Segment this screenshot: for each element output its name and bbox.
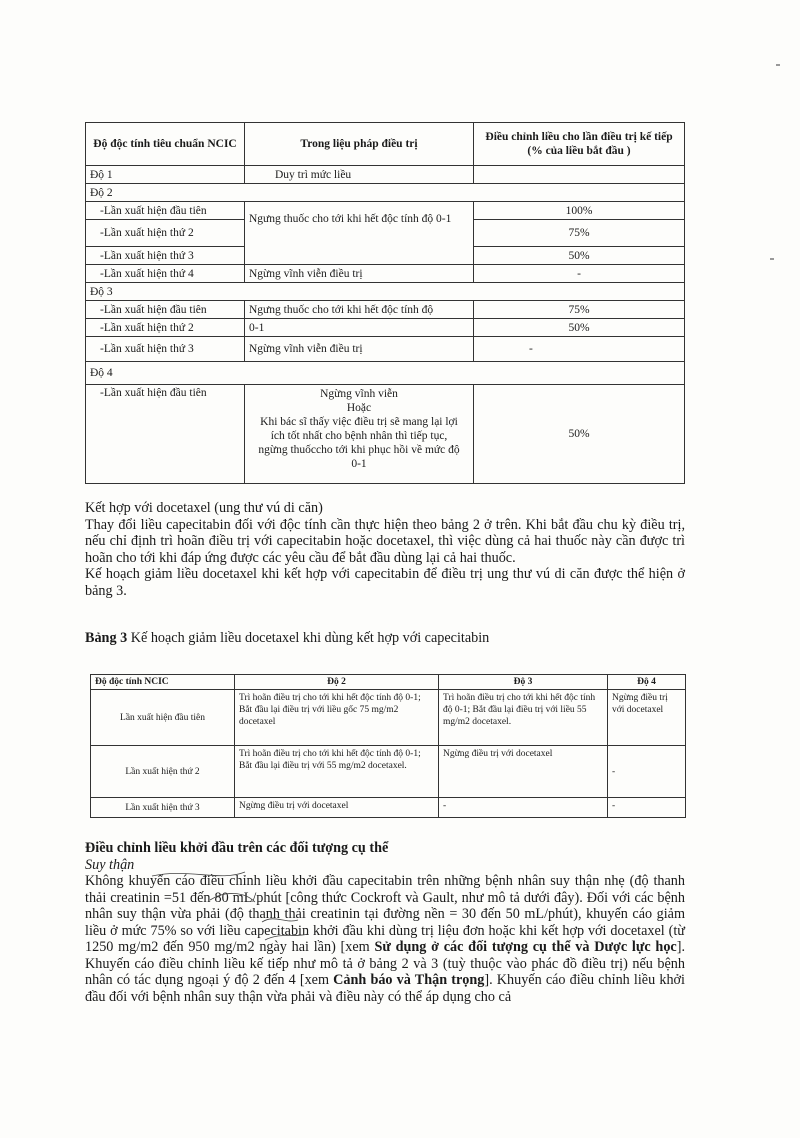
table-cell: -Lần xuất hiện thứ 3: [86, 247, 245, 265]
table-cell: -: [608, 746, 686, 798]
table-cell: Trì hoãn điều trị cho tới khi hết độc tính độ 0-1; Bắt đầu lại điều trị với 55 mg/m2 docetaxel.: [235, 746, 439, 798]
table-cell: 50%: [474, 319, 685, 337]
table-cell: -Lần xuất hiện thứ 2: [86, 220, 245, 247]
bold-ref: Cảnh báo và Thận trọng: [333, 972, 485, 988]
table-cell: -: [474, 265, 685, 283]
table-cell: Ngừng điều trị với docetaxel: [439, 746, 608, 798]
subheading: Suy thận: [85, 856, 135, 873]
table-cell: Ngưng thuốc cho tới khi hết độc tính độ: [245, 301, 474, 319]
section-heading: Điều chỉnh liều khởi đầu trên các đối tượng cụ thể: [85, 840, 389, 856]
row-label: Lần xuất hiện đầu tiên: [91, 690, 235, 746]
paragraph: Thay đổi liều capecitabin đối với độc tính cần thực hiện theo bảng 2 ở trên. Khi bắt đầu chu kỳ điều trị, nếu chỉ định trì hoãn điều trị với capecitabin hoặc docetaxel, thì việc dùng cả hai thuốc này cần được trì hoãn cho tới khi đáp ứng được các yêu cầu để bắt đầu dùng lại cả hai thuốc.: [85, 516, 685, 566]
bold-ref: Sử dụng ở các đối tượng cụ thể và Dược lực học: [374, 939, 677, 955]
table-cell: 0-1: [245, 319, 474, 337]
table-cell: -Lần xuất hiện đầu tiên: [86, 385, 245, 484]
pen-scribble: [150, 862, 770, 952]
table-cell: 75%: [474, 301, 685, 319]
grade-label: Độ 4: [86, 362, 685, 385]
scan-mark: [770, 258, 774, 260]
table-cell: 75%: [474, 220, 685, 247]
text-run: Không khuyến cáo điều chỉnh liều khởi đầu capecitabin trên những bệnh nhân suy thận nhẹ (độ thanh thải creatinin =51 đến 80 mL/phút [công thức Cockroft và Gault, như mô tả dưới đây). Đối với các bệnh nhân suy thận vừa phải (độ thanh thải creatinin tại đường nền = 30 đến 50 mL/phút), khuyến cáo giảm liều ở mức 75% so với liều capecitabin khởi đầu khi dùng trị liệu đơn hoặc khi kết hợp với docetaxel (từ 1250 mg/m2 đến 950 mg/m2 ngày hai lần) [xem: [85, 873, 685, 955]
table-cell: -: [608, 798, 686, 818]
table-cell: 50%: [474, 247, 685, 265]
therapy-line: Ngừng vĩnh viễn: [320, 388, 398, 400]
table-header: Độ độc tính tiêu chuẩn NCIC: [86, 123, 245, 166]
table-header: Độ 3: [439, 675, 608, 690]
table-cell: -Lần xuất hiện đầu tiên: [86, 202, 245, 220]
table-cell: Duy trì mức liều: [245, 166, 474, 184]
table-cell: 100%: [474, 202, 685, 220]
section-title: Kết hợp với docetaxel (ung thư vú di căn): [85, 500, 323, 516]
table-header: Độ 2: [235, 675, 439, 690]
row-label: Lần xuất hiện thứ 3: [91, 798, 235, 818]
table-cell: Trì hoãn điều trị cho tới khi hết độc tính độ 0-1; Bắt đầu lại điều trị với liều gốc 75 mg/m2 docetaxel: [235, 690, 439, 746]
therapy-line: Khi bác sĩ thấy việc điều trị sẽ mang lại lợi ích tốt nhất cho bệnh nhân thì tiếp tục, ngừng thuốccho tới khi phục hồi về mức độ 0-1: [258, 416, 460, 470]
caption-label: Bảng 3: [85, 630, 128, 646]
dose-adjustment-table: [85, 122, 685, 484]
text-run: ]. Khuyến cáo điều chỉnh liều kế tiếp như mô tả ở bảng 2 và 3 (tuỳ thuộc vào phác đồ điều trị) nếu bệnh nhân có tác dụng ngoại ý độ 2 đến 4 [xem: [85, 939, 685, 988]
table-cell: -Lần xuất hiện đầu tiên: [86, 301, 245, 319]
docetaxel-reduction-table: [90, 674, 686, 818]
table-header: Độ 4: [608, 675, 686, 690]
table-cell: Ngừng vĩnh viễn điều trị: [245, 265, 474, 283]
table-cell: -Lần xuất hiện thứ 2: [86, 319, 245, 337]
grade-label: Độ 1: [86, 166, 245, 184]
table-cell: Ngừng điều trị với docetaxel: [608, 690, 686, 746]
paragraph: Kế hoạch giảm liều docetaxel khi kết hợp với capecitabin để điều trị ung thư vú di căn được thể hiện ở bảng 3.: [85, 566, 685, 599]
table-cell: Ngừng điều trị với docetaxel: [235, 798, 439, 818]
table-cell: Trì hoãn điều trị cho tới khi hết độc tính độ 0-1; Bắt đầu lại điều trị với liều 55 mg/m2 docetaxel.: [439, 690, 608, 746]
table-cell: Ngừng vĩnh viễn điều trị: [245, 337, 474, 362]
table-cell: [474, 166, 685, 184]
docetaxel-section: [85, 500, 685, 599]
table-header: Điều chỉnh liều cho lần điều trị kế tiếp (% của liều bắt đầu ): [474, 123, 685, 166]
table-cell: -Lần xuất hiện thứ 3: [86, 337, 245, 362]
table-header: Trong liệu pháp điều trị: [245, 123, 474, 166]
therapy-line: Hoặc: [346, 402, 372, 414]
caption-text: Kế hoạch giảm liều docetaxel khi dùng kết hợp với capecitabin: [127, 630, 490, 646]
table-cell: -: [474, 337, 685, 362]
table-cell: -: [439, 798, 608, 818]
table-cell: 50%: [474, 385, 685, 484]
text-run: ]. Khuyến cáo điều chỉnh liều khởi đầu đối với bệnh nhân suy thận vừa phải và điều này có thể áp dụng cho cả: [85, 972, 685, 1005]
row-label: Lần xuất hiện thứ 2: [91, 746, 235, 798]
table-cell: Ngưng thuốc cho tới khi hết độc tính độ 0-1: [245, 202, 474, 265]
grade-label: Độ 3: [86, 283, 685, 301]
grade-label: Độ 2: [86, 184, 685, 202]
table3-caption: [85, 630, 685, 647]
scan-mark: [776, 64, 780, 66]
table-cell: -Lần xuất hiện thứ 4: [86, 265, 245, 283]
table-cell: [245, 385, 474, 484]
table-header: Độ độc tính NCIC: [91, 675, 235, 690]
